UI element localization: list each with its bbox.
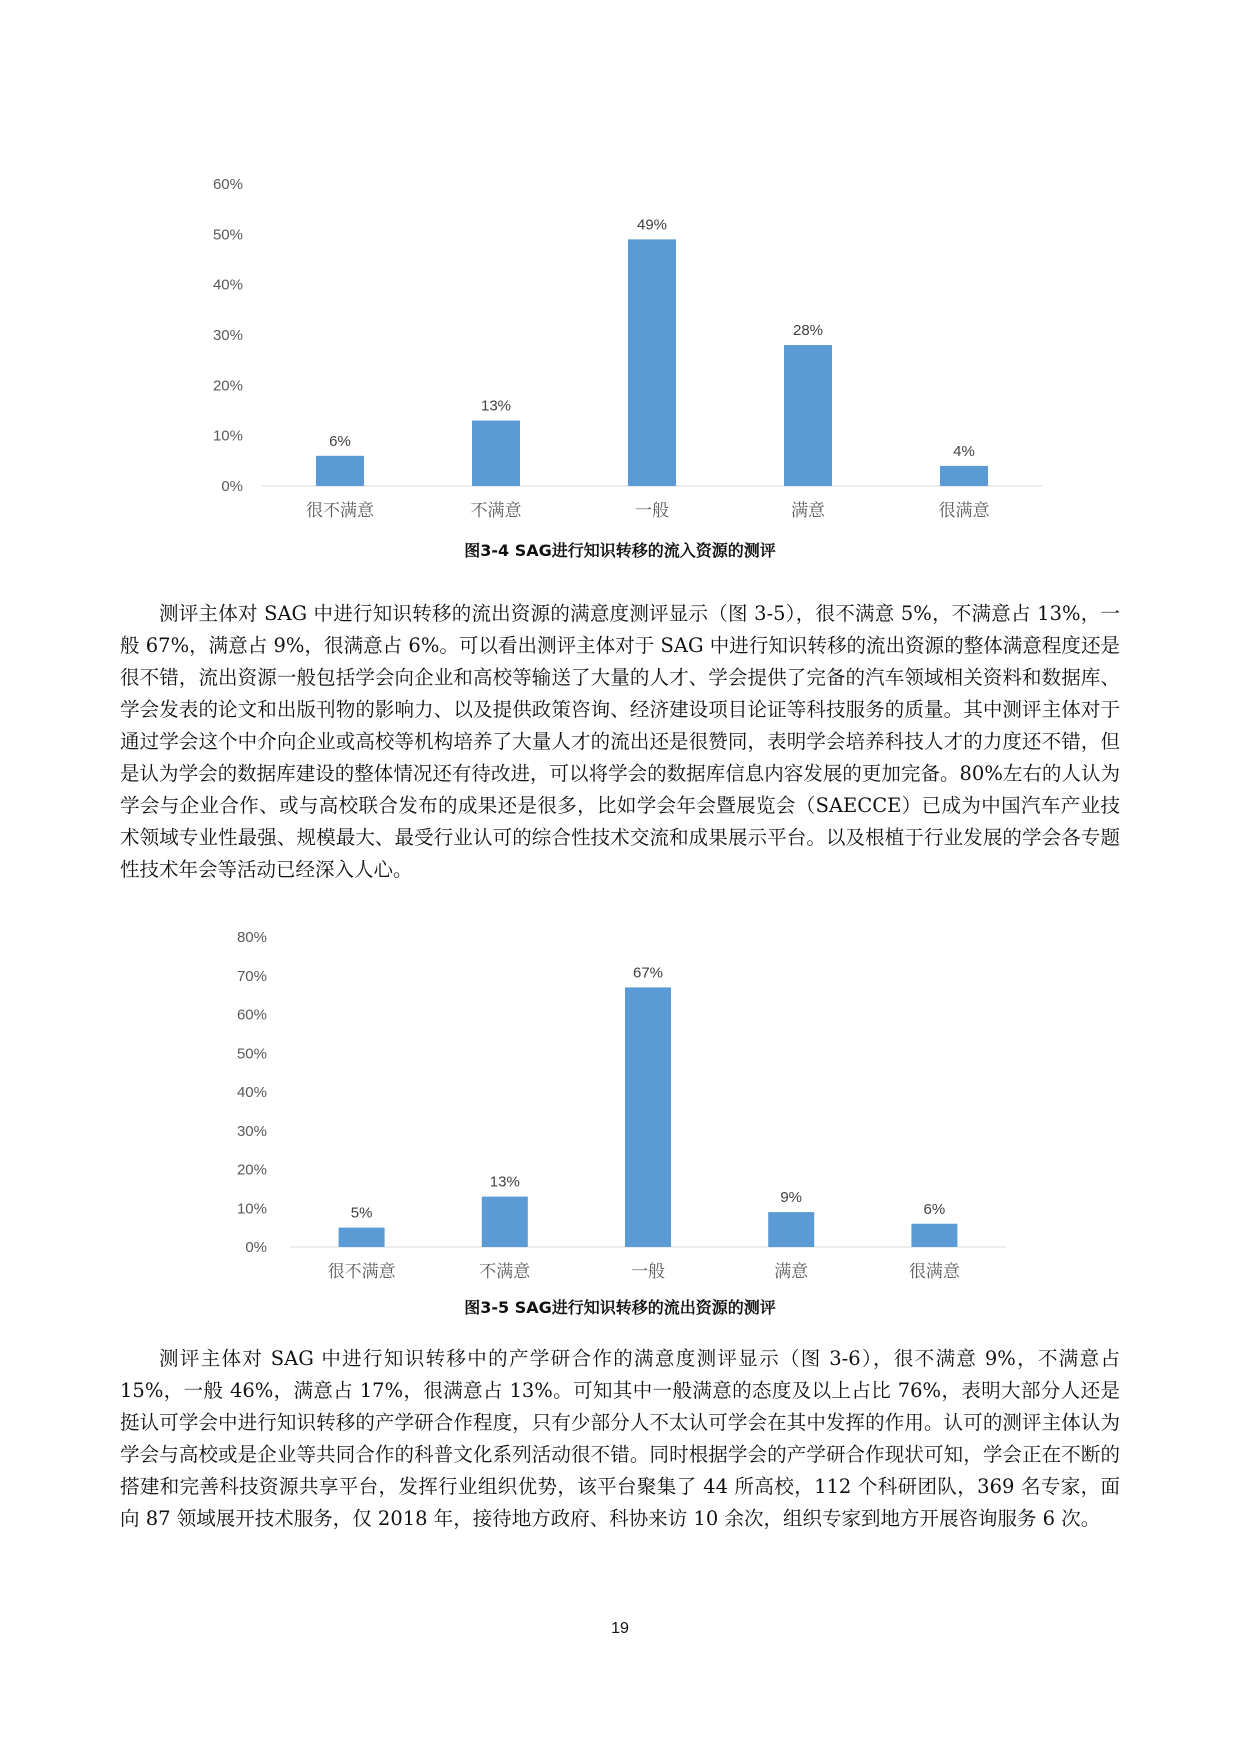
data-label: 28%	[792, 322, 824, 340]
data-label: 6%	[923, 1200, 946, 1218]
data-label: 4%	[953, 442, 975, 460]
y-tick-label: 0%	[221, 478, 243, 495]
paragraph-industry-university-research: 测评主体对 SAG 中进行知识转移中的产学研合作的满意度测评显示（图 3-6），很不满意 9%，不满意占 15%，一般 46%，满意占 17%，很满意占 13%。可知其中一般满意的态度及以上占比 76%，表明大部分人还是挺认可学会中进行知识转移的产学研合作程度，只有少部分人不太认可学会在其中发挥的作用。认可的测评主体认为学会与高校或是企业等共同合作的科普文化系列活动很不错。同时根据学会的产学研合作现状可知，学会正在不断的搭建和完善科技资源共享平台，发挥行业组织优势，该平台聚集了 44 所高校，112 个科研团队，369 名专家，面向 87 领域展开技术服务，仅 2018 年，接待地方政府、科协来访 10 余次，组织专家到地方开展咨询服务 6 次。	[120, 1347, 1120, 1530]
category-label: 不满意	[470, 501, 522, 521]
category-label: 很不满意	[306, 501, 374, 521]
page-number: 19	[611, 1620, 629, 1637]
bar-5	[940, 466, 988, 486]
bar-3	[625, 987, 671, 1247]
category-label: 很不满意	[327, 1262, 396, 1282]
y-tick-label: 30%	[236, 1122, 267, 1140]
y-tick-label: 30%	[212, 327, 243, 344]
category-label: 满意	[774, 1262, 809, 1282]
bar-5	[911, 1224, 957, 1247]
y-tick-label: 40%	[236, 1084, 267, 1101]
y-tick-label: 60%	[236, 1006, 267, 1024]
y-tick-label: 10%	[236, 1200, 267, 1218]
y-tick-label: 40%	[212, 276, 243, 294]
y-tick-label: 50%	[212, 226, 243, 244]
data-label: 5%	[350, 1204, 373, 1222]
paragraph-outflow-evaluation: 测评主体对 SAG 中进行知识转移的流出资源的满意度测评显示（图 3-5），很不满意 5%，不满意占 13%，一般 67%，满意占 9%，很满意占 6%。可以看出测评主体对于 SAG 中进行知识转移的流出资源的整体满意程度还是很不错，流出资源一般包括学会向企业和高校等输送了大量的人才、学会提供了完备的汽车领域相关资料和数据库、学会发表的论文和出版刊物的影响力、以及提供政策咨询、经济建设项目论证等科技服务的质量。其中测评主体对于通过学会这个中介向企业或高校等机构培养了大量人才的流出还是很赞同，表明学会培养科技人才的力度还不错，但是认为学会的数据库建设的整体情况还有待改进，可以将学会的数据库信息内容发展的更加完备。80%左右的人认为学会与企业合作、或与高校联合发布的成果还是很多，比如学会年会暨展览会（SAECCE）已成为中国汽车产业技术领域专业性最强、规模最大、最受行业认可的综合性技术交流和成果展示平台。以及根植于行业发展的学会各专题性技术年会等活动已经深入人心。	[120, 602, 1120, 881]
bar-1	[316, 456, 364, 486]
figure-caption-3-5: 图3-5 SAG进行知识转移的流出资源的测评	[464, 1298, 776, 1317]
category-label: 一般	[631, 1262, 665, 1282]
category-label: 满意	[791, 501, 825, 521]
bar-chart-inflow-svg	[0, 160, 1240, 530]
category-label: 一般	[635, 501, 669, 521]
data-label: 67%	[632, 964, 664, 982]
y-tick-label: 50%	[236, 1045, 267, 1063]
data-label: 9%	[780, 1189, 803, 1207]
y-tick-label: 10%	[212, 427, 243, 445]
data-label: 13%	[489, 1173, 520, 1191]
chart-fig-3-4	[0, 160, 1240, 530]
bar-4	[784, 345, 832, 486]
y-tick-label: 60%	[212, 176, 243, 193]
category-label: 很满意	[938, 501, 990, 521]
y-tick-label: 80%	[236, 929, 267, 946]
bar-2	[482, 1197, 528, 1247]
category-label: 很满意	[908, 1262, 960, 1282]
y-tick-label: 20%	[212, 377, 243, 395]
bar-chart-outflow-svg	[0, 928, 1240, 1298]
category-label: 不满意	[479, 1262, 531, 1282]
figure-caption-3-4: 图3-4 SAG进行知识转移的流入资源的测评	[464, 541, 776, 560]
bar-1	[339, 1228, 385, 1247]
data-label: 49%	[636, 216, 668, 234]
data-label: 13%	[480, 397, 512, 415]
y-tick-label: 70%	[236, 967, 267, 985]
y-tick-label: 20%	[236, 1161, 267, 1179]
bar-4	[768, 1212, 814, 1247]
bar-2	[472, 421, 520, 486]
bar-3	[628, 239, 676, 486]
chart-fig-3-5	[0, 928, 1240, 1298]
data-label: 6%	[329, 432, 351, 450]
y-tick-label: 0%	[245, 1239, 267, 1256]
